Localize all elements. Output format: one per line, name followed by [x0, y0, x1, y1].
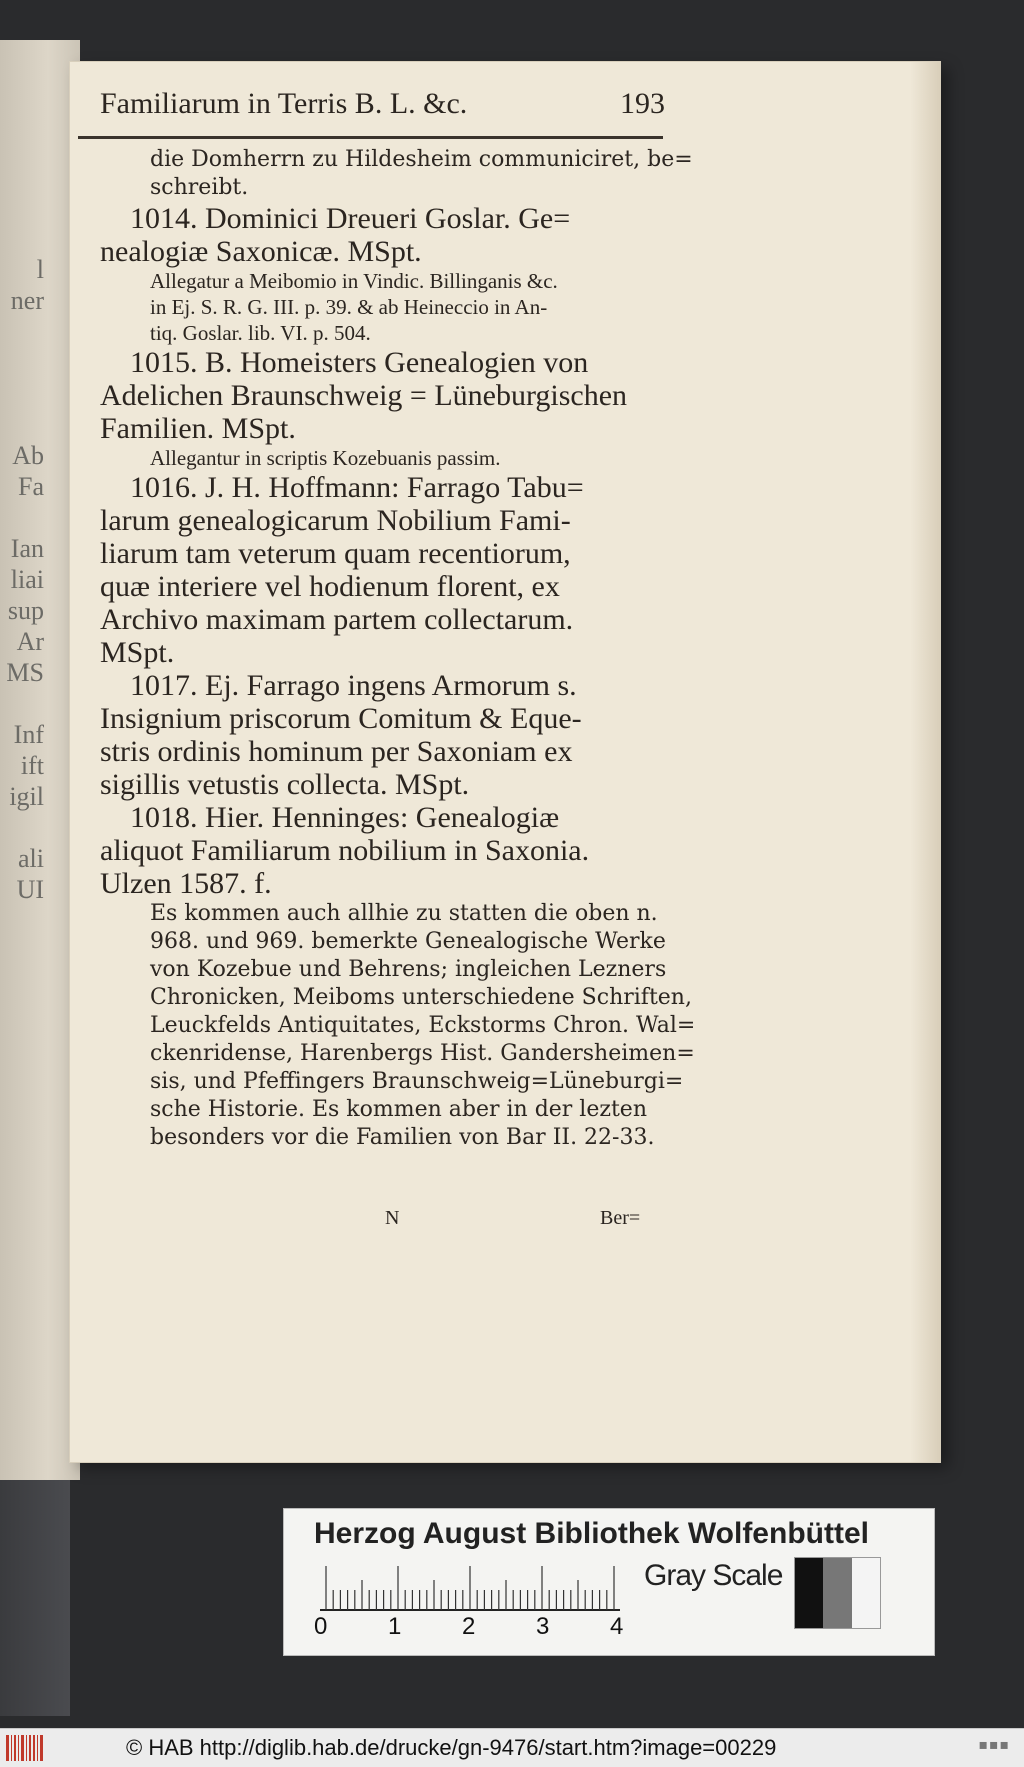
text-line: sis, und Pfeffingers Braunschweig=Lüneburgi= — [150, 1069, 684, 1094]
barcode-bar — [33, 1735, 35, 1761]
gray-scale-label: Gray Scale — [644, 1559, 783, 1592]
text-line: 1014. Dominici Dreueri Goslar. Ge= — [130, 202, 571, 235]
left-page-fragment: Ar — [16, 627, 44, 656]
left-page-fragment: sup — [7, 596, 44, 625]
barcode-bar — [11, 1735, 12, 1761]
catchword: Ber= — [600, 1207, 641, 1229]
left-page-fragment: MS — [6, 658, 44, 687]
text-line: Adelichen Braunschweig = Lüneburgischen — [100, 379, 628, 412]
library-name: Herzog August Bibliothek Wolfenbüttel — [314, 1517, 869, 1550]
left-page-fragment: liai — [10, 565, 44, 594]
text-line: Es kommen auch allhie zu statten die oben n. — [150, 901, 658, 926]
text-line: liarum tam veterum quam recentiorum, — [100, 537, 571, 570]
text-line: stris ordinis hominum per Saxoniam ex — [100, 735, 573, 768]
text-line: in Ej. S. R. G. III. p. 39. & ab Heineccio in An- — [150, 295, 548, 319]
barcode-bar — [21, 1735, 24, 1761]
page-body-text — [100, 146, 730, 1152]
text-line: Archivo maximam partem collectarum. — [100, 603, 574, 636]
left-page-fragment: UI — [16, 875, 44, 904]
left-page-strip — [0, 40, 80, 1480]
library-label — [283, 1508, 935, 1656]
text-line: die Domherrn zu Hildesheim communiciret, be= — [150, 147, 693, 172]
running-head — [100, 87, 665, 121]
ruler-numbers — [314, 1613, 624, 1643]
text-line: 1017. Ej. Farrago ingens Armorum s. — [130, 669, 577, 702]
text-line: sche Historie. Es kommen aber in der lezten — [150, 1097, 647, 1122]
barcode-icon — [6, 1735, 46, 1761]
text-line: besonders vor die Familien von Bar II. 22-33. — [150, 1125, 655, 1150]
barcode-bar — [6, 1735, 9, 1761]
ruler-number: 0 — [314, 1613, 328, 1640]
more-dots-icon[interactable]: ▪▪▪ — [978, 1737, 1010, 1753]
text-line: sigillis vetustis collecta. MSpt. — [100, 768, 470, 801]
text-line: schreibt. — [150, 175, 249, 200]
text-line: ckenridense, Harenbergs Hist. Gandersheimen= — [150, 1041, 695, 1066]
left-page-fragment: igil — [9, 782, 44, 811]
left-book-edge — [0, 1480, 70, 1716]
text-line: von Kozebue und Behrens; ingleichen Lezners — [150, 957, 667, 982]
gray-swatch-patch — [795, 1558, 823, 1628]
ruler-number: 1 — [388, 1613, 402, 1640]
status-url[interactable]: © HAB http://diglib.hab.de/drucke/gn-9476/start.htm?image=00229 — [126, 1735, 777, 1760]
text-line: 1018. Hier. Henninges: Genealogiæ — [130, 801, 560, 834]
left-page-fragment: Ian — [10, 534, 44, 563]
running-head-title: Familiarum in Terris B. L. &c. — [100, 87, 468, 120]
ruler-number: 4 — [610, 1613, 624, 1640]
text-line: Allegantur in scriptis Kozebuanis passim. — [150, 446, 501, 470]
text-line: 968. und 969. bemerkte Genealogische Werke — [150, 929, 666, 954]
gray-swatch-patch — [852, 1558, 880, 1628]
barcode-bar — [29, 1735, 31, 1761]
ruler-number: 3 — [536, 1613, 550, 1640]
scale-ruler — [320, 1564, 620, 1612]
page-number: 193 — [620, 87, 665, 120]
barcode-bar — [26, 1735, 27, 1761]
text-line: MSpt. — [100, 636, 175, 669]
text-line: tiq. Goslar. lib. VI. p. 504. — [150, 321, 371, 345]
left-page-fragment: ner — [10, 286, 44, 315]
text-line: larum genealogicarum Nobilium Fami- — [100, 504, 571, 537]
barcode-bar — [18, 1735, 19, 1761]
text-line: Ulzen 1587. f. — [100, 867, 272, 900]
text-line: nealogiæ Saxonicæ. MSpt. — [100, 235, 422, 268]
status-bar — [0, 1728, 1024, 1767]
left-page-fragment: l — [36, 255, 44, 284]
head-rule — [78, 136, 663, 139]
text-line: Insignium priscorum Comitum & Eque- — [100, 702, 582, 735]
text-line: 1016. J. H. Hoffmann: Farrago Tabu= — [130, 471, 584, 504]
signature-mark: N — [385, 1207, 400, 1229]
text-line: Familien. MSpt. — [100, 412, 296, 445]
left-page-fragment: ali — [18, 844, 44, 873]
barcode-bar — [14, 1735, 16, 1761]
left-page-fragment: Fa — [18, 472, 44, 501]
ruler-number: 2 — [462, 1613, 476, 1640]
gray-swatch-patch — [823, 1558, 851, 1628]
left-page-fragment: Ab — [12, 441, 44, 470]
left-page-fragment: Inf — [13, 720, 44, 749]
barcode-bar — [40, 1735, 43, 1761]
gray-scale-swatch — [794, 1557, 881, 1629]
text-line: aliquot Familiarum nobilium in Saxonia. — [100, 834, 590, 867]
left-page-fragment: ift — [20, 751, 44, 780]
text-line: Allegatur a Meibomio in Vindic. Billinganis &c. — [150, 269, 558, 293]
text-line: Leuckfelds Antiquitates, Eckstorms Chron. Wal= — [150, 1013, 696, 1038]
barcode-bar — [37, 1735, 38, 1761]
text-line: quæ interiere vel hodienum florent, ex — [100, 570, 560, 603]
text-line: Chronicken, Meiboms unterschiedene Schriften, — [150, 985, 692, 1010]
text-line: 1015. B. Homeisters Genealogien von — [130, 346, 589, 379]
